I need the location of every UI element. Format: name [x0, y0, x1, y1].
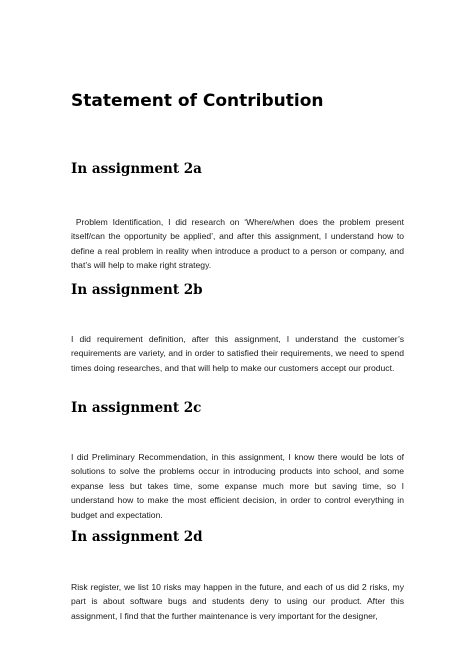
- section-body-2a: Problem Identification, I did research on ‘Where/when does the problem present itself/can the opportunity be applied’, and after this assignment, I understand how to define a real problem in reality when introduce a product to a person or company, and that’s will help to make right strategy.: [71, 217, 404, 271]
- section-body-2d: Risk register, we list 10 risks may happen in the future, and each of us did 2 risks, my part is about software bugs and students deny to using our product. After this assignment, I find that the further maintenance is very important for the designer,: [71, 582, 404, 621]
- section-heading-2d: In assignment 2d: [71, 529, 203, 545]
- section-body-2c: I did Preliminary Recommendation, in this assignment, I know there would be lots of solutions to solve the problems occur in introducing products into school, and some expanse less but takes time, some expanse much more but saving time, so I understand how to make the most efficient decision, in order to control everything in budget and expectation.: [71, 452, 404, 520]
- section-heading-2c: In assignment 2c: [71, 400, 202, 416]
- section-heading-2b: In assignment 2b: [71, 282, 203, 298]
- section-body-2b: I did requirement definition, after this assignment, I understand the customer’s requirements are variety, and in order to satisfied their requirements, we need to spend times doing researches, and that will help to make our customers accept our product.: [71, 334, 404, 373]
- document-title: Statement of Contribution: [71, 91, 324, 111]
- section-heading-2a: In assignment 2a: [71, 161, 202, 177]
